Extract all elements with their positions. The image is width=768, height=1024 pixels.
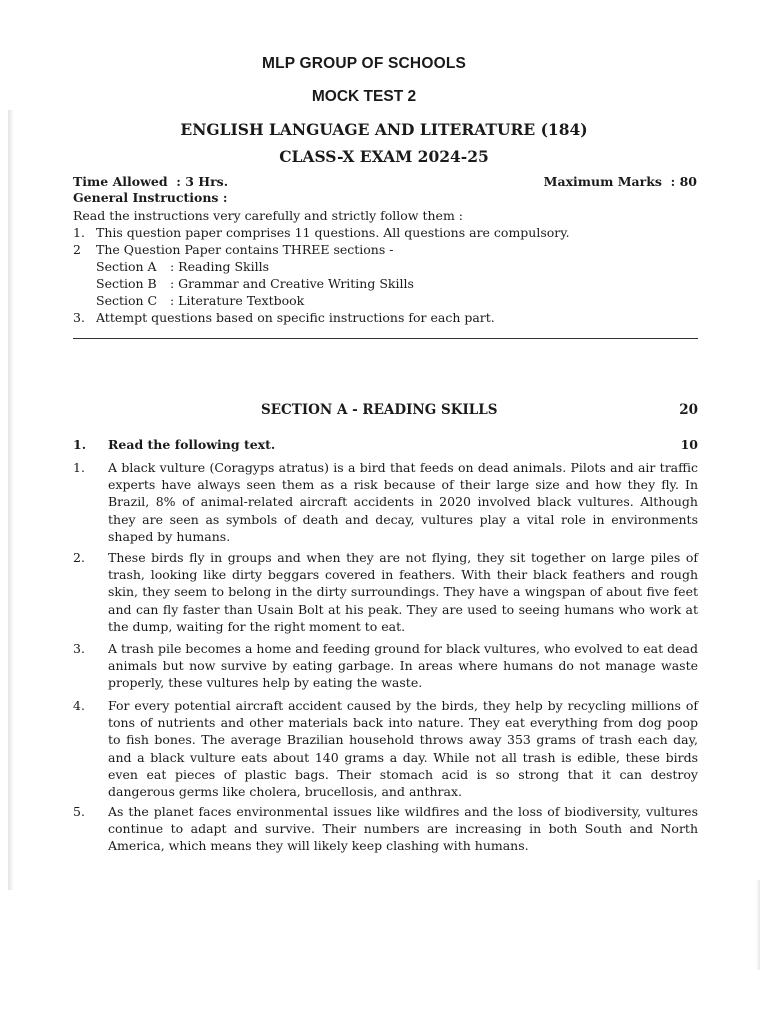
test-title: MOCK TEST 2 (311, 88, 417, 105)
time-allowed: Time Allowed : 3 Hrs. (73, 174, 229, 189)
section-title: SECTION A - READING SKILLS (261, 402, 498, 418)
passage-paragraph (73, 803, 698, 855)
section-name: : Grammar and Creative Writing Skills (170, 276, 414, 291)
instruction-text: This question paper comprises 11 questions. All questions are compulsory. (96, 225, 570, 240)
paragraph-number: 4. (73, 698, 85, 713)
maximum-marks: Maximum Marks : 80 (543, 174, 697, 189)
page-edge-shadow (8, 110, 14, 890)
subject-title: ENGLISH LANGUAGE AND LITERATURE (184) (180, 120, 588, 139)
paragraph-text: A trash pile becomes a home and feeding ground for black vultures, who evolved to eat dead animals but now survive by eating garbage. In areas where humans do not manage waste properly, these vultures help by eating the waste. (108, 641, 698, 691)
instruction-number: 3. (73, 310, 85, 325)
paragraph-text: For every potential aircraft accident caused by the birds, they help by recycling millions of tons of nutrients and other materials back into nature. They eat everything from dog poop to fish bones. The average Brazilian household throws away 353 grams of trash each day, and a black vulture eats about 140 grams a day. While not all trash is edible, these birds even eat pieces of plastic bags. Their stomach acid is so strong that it can destroy dangerous germs like cholera, brucellosis, and anthrax. (108, 698, 698, 800)
instruction-number: 1. (73, 225, 85, 240)
paragraph-number: 5. (73, 804, 85, 819)
section-line (96, 292, 697, 309)
question-number: 1. (73, 437, 87, 452)
paragraph-text: A black vulture (Coragyps atratus) is a bird that feeds on dead animals. Pilots and air traffic experts have always seen them as a risk because of their large size and how they fly. In Brazil, 8% of animal-related aircraft accidents in 2020 involved black vultures. Although they are seen as symbols of death and decay, vultures play a vital role in environments shaped by humans. (108, 460, 698, 544)
instruction-item (73, 241, 697, 258)
instruction-number: 2 (73, 242, 81, 257)
instruction-text: The Question Paper contains THREE sections - (96, 242, 394, 257)
passage-paragraph (73, 549, 698, 635)
paragraph-text: As the planet faces environmental issues like wildfires and the loss of biodiversity, vultures continue to adapt and survive. Their numbers are increasing in both South and North America, which means they will likely keep clashing with humans. (108, 804, 698, 854)
page-edge-shadow-right (756, 880, 760, 970)
section-code: Section A (96, 259, 157, 274)
paragraph-number: 2. (73, 550, 85, 565)
instruction-item (73, 309, 697, 326)
section-name: : Reading Skills (170, 259, 270, 274)
question-marks: 10 (680, 437, 698, 452)
question-title: Read the following text. (108, 437, 276, 452)
passage-paragraph (73, 697, 698, 800)
section-list (73, 258, 697, 309)
paragraph-text: These birds fly in groups and when they are not flying, they sit together on large piles of trash, looking like dirty beggars covered in feathers. With their black feathers and rough skin, they seem to belong in the dirty surroundings. They have a wingspan of about five feet and can fly faster than Usain Bolt at his peak. They are used to seeing humans who work at the dump, waiting for the right moment to eat. (108, 550, 698, 634)
general-instructions-title: General Instructions : (73, 190, 228, 205)
section-name: : Literature Textbook (170, 293, 305, 308)
paragraph-number: 1. (73, 460, 85, 475)
instruction-text: Attempt questions based on specific instructions for each part. (96, 310, 495, 325)
exam-title: CLASS-X EXAM 2024-25 (279, 147, 489, 166)
section-marks: 20 (679, 402, 698, 418)
section-code: Section C (96, 293, 158, 308)
section-line (96, 275, 697, 292)
instructions-intro: Read the instructions very carefully and strictly follow them : (73, 208, 463, 223)
section-code: Section B (96, 276, 157, 291)
horizontal-rule (73, 338, 698, 339)
instruction-item (73, 224, 697, 241)
passage-paragraph (73, 459, 698, 545)
passage-paragraph (73, 640, 698, 692)
section-line (96, 258, 697, 275)
paragraph-number: 3. (73, 641, 85, 656)
school-name: MLP GROUP OF SCHOOLS (261, 55, 467, 72)
exam-meta (73, 174, 697, 189)
